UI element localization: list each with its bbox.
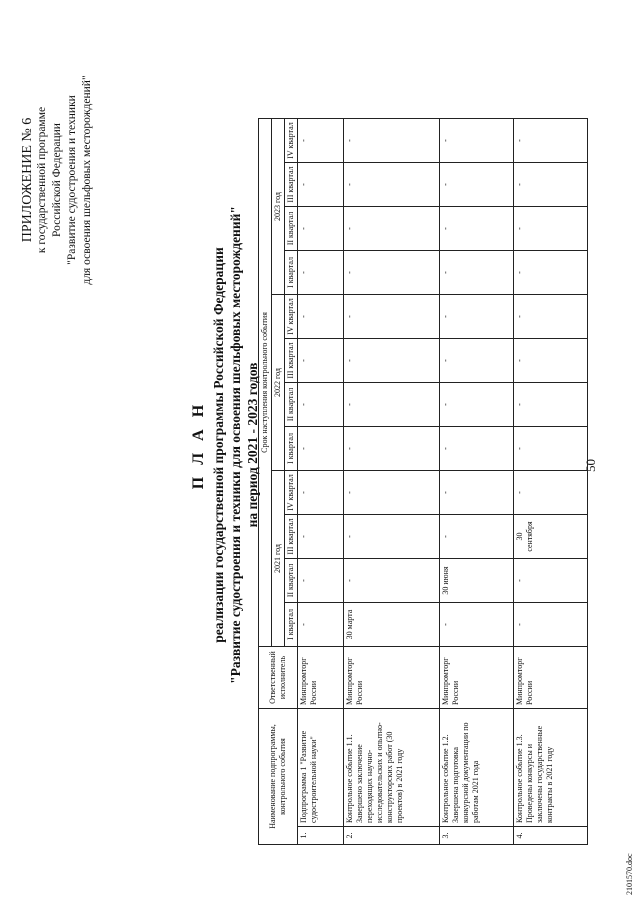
- appendix-line: для освоения шельфовых месторождений": [81, 75, 93, 285]
- row-cell: -: [514, 339, 588, 383]
- appendix-block: [20, 15, 95, 345]
- row-cell: -: [344, 251, 440, 295]
- row-cell: -: [298, 427, 344, 471]
- row-cell: -: [344, 119, 440, 163]
- plan-title: [188, 185, 261, 705]
- header-quarter: I квартал: [285, 603, 298, 647]
- row-cell: -: [298, 603, 344, 647]
- row-cell: -: [514, 251, 588, 295]
- row-executor: Минпромторг России: [298, 647, 344, 709]
- table-row: [344, 119, 440, 845]
- header-term: Срок наступления контрольного события: [259, 119, 272, 647]
- row-cell: 30 сентября: [514, 515, 588, 559]
- row-cell: -: [440, 427, 514, 471]
- header-executor: Ответственный исполнитель: [259, 647, 298, 709]
- row-cell: -: [440, 119, 514, 163]
- row-name: Контрольное событие 1.1. Завершено заключение переходящих научно-исследовательских и опытно-конструкторских работ (30 проектов) в 2021 году: [344, 709, 440, 827]
- row-cell: -: [344, 427, 440, 471]
- row-cell: -: [514, 295, 588, 339]
- row-cell: -: [514, 163, 588, 207]
- header-name: Наименование подпрограммы, контрольного события: [259, 709, 298, 845]
- row-cell: -: [344, 163, 440, 207]
- header-quarter: II квартал: [285, 207, 298, 251]
- plan-title-line: реализации государственной программы Российской Федерации: [211, 247, 226, 643]
- page-number: 50: [583, 459, 598, 472]
- row-cell: -: [440, 207, 514, 251]
- header-year: 2023 год: [272, 119, 285, 295]
- row-executor: Минпромторг России: [440, 647, 514, 709]
- plan-heading: П Л А Н: [190, 400, 207, 490]
- row-cell: -: [298, 515, 344, 559]
- row-cell: -: [440, 515, 514, 559]
- row-cell: -: [514, 207, 588, 251]
- row-cell: -: [514, 427, 588, 471]
- row-number: 2.: [344, 827, 440, 845]
- row-cell: -: [514, 383, 588, 427]
- row-name: Контрольное событие 1.2. Завершена подготовка конкурсной документации по работам 2021 года: [440, 709, 514, 827]
- row-cell: -: [344, 471, 440, 515]
- row-number: 1.: [298, 827, 344, 845]
- row-cell: -: [440, 163, 514, 207]
- plan-table: [258, 118, 588, 845]
- row-cell: -: [344, 339, 440, 383]
- row-cell: -: [344, 295, 440, 339]
- row-cell: -: [514, 471, 588, 515]
- header-quarter: III квартал: [285, 339, 298, 383]
- row-executor: Минпромторг России: [514, 647, 588, 709]
- appendix-line: "Развитие судостроения и техники: [66, 95, 78, 265]
- row-cell: -: [440, 603, 514, 647]
- header-quarter: II квартал: [285, 383, 298, 427]
- row-number: 4.: [514, 827, 588, 845]
- row-cell: -: [298, 119, 344, 163]
- row-cell: -: [440, 295, 514, 339]
- table-row: [298, 119, 344, 845]
- header-year: 2021 год: [272, 471, 285, 647]
- row-cell: -: [344, 515, 440, 559]
- appendix-line: к государственной программе: [36, 106, 48, 254]
- row-cell: -: [344, 207, 440, 251]
- row-cell: -: [514, 603, 588, 647]
- header-quarter: II квартал: [285, 559, 298, 603]
- row-cell: -: [514, 119, 588, 163]
- row-cell: -: [440, 251, 514, 295]
- header-quarter: IV квартал: [285, 119, 298, 163]
- row-cell: -: [344, 559, 440, 603]
- row-cell: 30 июня: [440, 559, 514, 603]
- header-quarter: I квартал: [285, 427, 298, 471]
- row-number: 3.: [440, 827, 514, 845]
- row-cell: -: [344, 383, 440, 427]
- table-row: [440, 119, 514, 845]
- header-quarter: III квартал: [285, 163, 298, 207]
- table-header-row: [259, 119, 272, 845]
- appendix-line: Российской Федерации: [51, 123, 63, 237]
- row-cell: 30 марта: [344, 603, 440, 647]
- row-name: Контрольное событие 1.3. Проведены конкурсы и заключены государственные контракты в 2021 году: [514, 709, 588, 827]
- header-quarter: IV квартал: [285, 471, 298, 515]
- row-cell: -: [298, 471, 344, 515]
- row-cell: -: [298, 207, 344, 251]
- header-quarter: III квартал: [285, 515, 298, 559]
- row-cell: -: [440, 339, 514, 383]
- table-row: [514, 119, 588, 845]
- row-cell: -: [298, 339, 344, 383]
- row-executor: Минпромторг России: [344, 647, 440, 709]
- plan-title-line: "Развитие судостроения и техники для освоения шельфовых месторождений": [228, 206, 243, 684]
- row-cell: -: [298, 163, 344, 207]
- row-cell: -: [440, 471, 514, 515]
- row-cell: -: [298, 383, 344, 427]
- row-cell: -: [514, 559, 588, 603]
- row-name: Подпрограмма 1 "Развитие судостроительной науки": [298, 709, 344, 827]
- header-year: 2022 год: [272, 295, 285, 471]
- plan-title-line: на период 2021 - 2023 годов: [245, 362, 260, 528]
- row-cell: -: [298, 295, 344, 339]
- row-cell: -: [298, 251, 344, 295]
- appendix-heading: ПРИЛОЖЕНИЕ № 6: [20, 117, 35, 243]
- file-footer: 2101570.doc: [625, 853, 634, 895]
- row-cell: -: [440, 383, 514, 427]
- row-cell: -: [298, 559, 344, 603]
- header-quarter: I квартал: [285, 251, 298, 295]
- header-quarter: IV квартал: [285, 295, 298, 339]
